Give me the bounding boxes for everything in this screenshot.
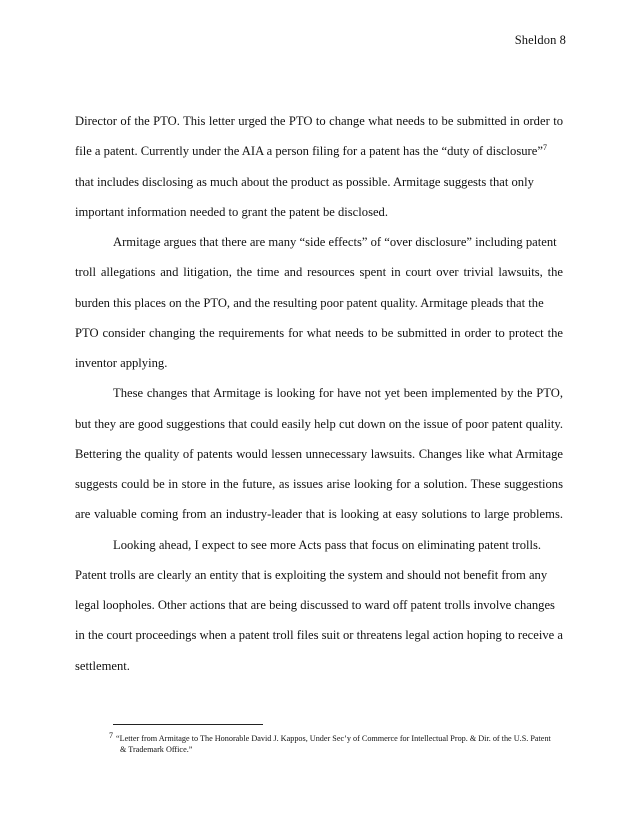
footnote-reference: 7 bbox=[542, 143, 547, 153]
line-text: troll allegations and litigation, the time and resources spent in court over trivial lawsuits, the bbox=[75, 265, 563, 280]
line-text: that includes disclosing as much about the product as possible. Armitage suggests that only bbox=[75, 174, 534, 189]
paragraph-line bbox=[75, 167, 563, 197]
body-text bbox=[75, 106, 563, 681]
line-text: are valuable coming from an industry-leader that is looking at easy solutions to large problems. bbox=[75, 507, 563, 522]
paragraph-line bbox=[75, 106, 563, 136]
line-text: legal loopholes. Other actions that are being discussed to ward off patent trolls involve changes bbox=[75, 598, 555, 612]
line-text: Patent trolls are clearly an entity that is exploiting the system and should not benefit from any bbox=[75, 567, 548, 582]
paragraph-line bbox=[75, 469, 563, 499]
paragraph-line bbox=[75, 227, 563, 257]
paragraph-line bbox=[75, 590, 563, 620]
line-text: but they are good suggestions that could easily help cut down on the issue of poor patent quality. bbox=[75, 416, 563, 431]
footnote-separator bbox=[113, 724, 263, 725]
paragraph-line bbox=[75, 257, 563, 287]
line-text: Looking ahead, I expect to see more Acts pass that focus on eliminating patent trolls. bbox=[113, 537, 542, 552]
paragraph-line bbox=[75, 499, 563, 529]
paragraph-line bbox=[75, 318, 563, 348]
line-text: Bettering the quality of patents would lessen unnecessary lawsuits. Changes like what Armitage bbox=[75, 446, 563, 461]
paragraph-line bbox=[75, 560, 563, 590]
footnote-number: 7 bbox=[109, 731, 113, 740]
paragraph-line bbox=[75, 136, 563, 166]
paragraph-line bbox=[75, 288, 563, 318]
paragraph-line bbox=[75, 620, 563, 650]
line-text: in the court proceedings when a patent troll files suit or threatens legal action hoping to receive a bbox=[75, 628, 563, 643]
line-text: PTO consider changing the requirements for what needs to be submitted in order to protect the bbox=[75, 325, 563, 340]
line-text: suggests could be in store in the future, as issues arise looking for a solution. These suggestions bbox=[75, 477, 563, 491]
footnote-line-2: & Trademark Office.” bbox=[120, 745, 193, 754]
line-text: settlement. bbox=[75, 658, 130, 673]
line-text: important information needed to grant the patent be disclosed. bbox=[75, 204, 389, 219]
paragraph-line bbox=[75, 197, 563, 227]
paragraph-line bbox=[75, 378, 563, 408]
line-text: file a patent. Currently under the AIA a person filing for a patent has the “duty of disclosure” bbox=[75, 144, 543, 159]
paragraph-line bbox=[75, 348, 563, 378]
line-text: Armitage argues that there are many “side effects” of “over disclosure” including patent bbox=[113, 235, 557, 249]
paragraph-line bbox=[75, 439, 563, 469]
line-text: inventor applying. bbox=[75, 356, 168, 370]
line-text: Director of the PTO. This letter urged the PTO to change what needs to be submitted in order to bbox=[75, 114, 563, 128]
paragraph-line bbox=[75, 409, 563, 439]
footnote bbox=[109, 730, 569, 755]
footnote-text: “Letter from Armitage to The Honorable David J. Kappos, Under Sec’y of Commerce for Intellectual Prop. & Dir. of the U.S. Patent bbox=[116, 734, 551, 743]
line-text: These changes that Armitage is looking for have not yet been implemented by the PTO, bbox=[113, 386, 563, 401]
footnote-line-1 bbox=[109, 730, 569, 744]
paragraph-line bbox=[75, 530, 563, 560]
running-head: Sheldon 8 bbox=[514, 33, 566, 47]
paragraph-line bbox=[75, 651, 563, 681]
line-text: burden this places on the PTO, and the resulting poor patent quality. Armitage pleads that the bbox=[75, 295, 544, 310]
